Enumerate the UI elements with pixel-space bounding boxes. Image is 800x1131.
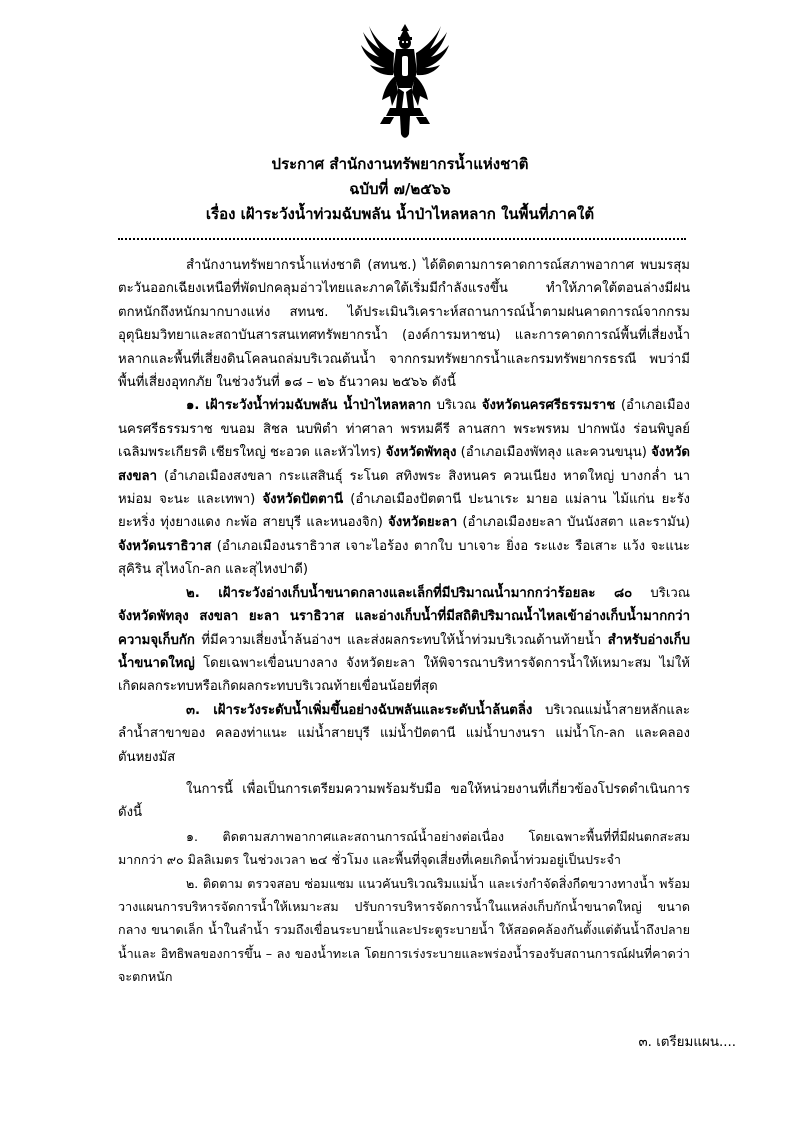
announcement-title: ประกาศ สำนักงานทรัพยากรน้ำแห่งชาติ	[271, 155, 529, 173]
announcement-number: ฉบับที่ ๗/๒๕๖๖	[349, 180, 451, 198]
action-1-paragraph: ๑. ติดตามสภาพอากาศและสถานการณ์น้ำอย่างต่อเนื่อง โดยเฉพาะพื้นที่ที่มีฝนตกสะสมมากกว่า ๙๐ มิลลิเมตร ในช่วงเวลา ๒๔ ชั่วโมง และพื้นที่จุดเสี่ยงที่เคยเกิดน้ำท่วมอยู่เป็นประจำ	[118, 828, 690, 868]
province-yala: จังหวัดยะลา	[388, 515, 458, 531]
item-3-paragraph: ๓. เฝ้าระวังระดับน้ำเพิ่มขึ้นอย่างฉับพลันและระดับน้ำล้นตลิ่ง บริเวณแม่น้ำสายหลักและลำน้ำสาขาของ คลองท่าแนะ แม่น้ำสายบุรี แม่น้ำปัตตานี แม่น้ำบางนรา แม่น้ำโก-ลก และคลองตันหยงมัส	[118, 702, 690, 765]
province-songkhla: จังหวัดสงขลา	[118, 445, 690, 484]
action-intro-paragraph: ในการนี้ เพื่อเป็นการเตรียมความพร้อมรับมือ ขอให้หน่วยงานที่เกี่ยวข้องโปรดดำเนินการ ดังนี้	[118, 781, 690, 821]
province-pattani: จังหวัดปัตตานี	[262, 492, 344, 508]
item-2-title: ๒. เฝ้าระวังอ่างเก็บน้ำขนาดกลางและเล็กที่มีปริมาณน้ำมากกว่าร้อยละ ๘๐	[186, 585, 633, 601]
document-body	[118, 254, 690, 989]
item-1-paragraph: ๑. เฝ้าระวังน้ำท่วมฉับพลัน น้ำป่าไหลหลาก บริเวณ จังหวัดนครศรีธรรมราช (อำเภอเมืองนครศรีธรรมราช ขนอม สิชล นบพิตำ ท่าศาลา พรหมคีรี ลานสกา พระพรหม ปากพนัง ร่อนพิบูลย์ เฉลิมพระเกียรติ เชียรใหญ่ ชะอวด และหัวไทร) จังหวัดพัทลุง (อำเภอเมืองพัทลุง และควนขนุน) จังหวัดสงขลา (อำเภอเมืองสงขลา กระแสสินธุ์ ระโนด สทิงพระ สิงหนคร ควนเนียง หาดใหญ่ บางกล่ำ นาหม่อม จะนะ และเทพา) จังหวัดปัตตานี (อำเภอเมืองปัตตานี ปะนาเระ มายอ แม่ลาน ไม้แก่น ยะรัง ยะหริ่ง ทุ่งยางแดง กะพ้อ สายบุรี และหนองจิก) จังหวัดยะลา (อำเภอเมืองยะลา บันนังสตา และรามัน) จังหวัดนราธิวาส (อำเภอเมืองนราธิวาส เจาะไอร้อง ตากใบ บาเจาะ ยิ่งอ ระแงะ รือเสาะ แว้ง จะแนะ สุคิริน สุไหงโก-ลก และสุไหงปาดี)	[118, 398, 690, 578]
announcement-subject: เรื่อง เฝ้าระวังน้ำท่วมฉับพลัน น้ำป่าไหลหลาก ในพื้นที่ภาคใต้	[205, 205, 595, 223]
item-3-title: ๓. เฝ้าระวังระดับน้ำเพิ่มขึ้นอย่างฉับพลันและระดับน้ำล้นตลิ่ง	[186, 702, 533, 718]
province-phatthalung: จังหวัดพัทลุง	[385, 445, 457, 461]
continuation-note: ๓. เตรียมแผน....	[638, 1035, 736, 1050]
intro-paragraph: สำนักงานทรัพยากรน้ำแห่งชาติ (สทนช.) ได้ติดตามการคาดการณ์สภาพอากาศ พบมรสุมตะวันออกเฉียงเหนือที่พัดปกคลุมอ่าวไทยและภาคใต้เริ่มมีกำลังแรงขึ้น ทำให้ภาคใต้ตอนล่างมีฝนตกหนักถึงหนักมากบางแห่ง สทนช. ได้ประเมินวิเคราะห์สถานการณ์น้ำตามฝนคาดการณ์จากกรมอุตุนิยมวิทยาและสถาบันสารสนเทศทรัพยากรน้ำ (องค์การมหาชน) และการคาดการณ์พื้นที่เสี่ยงน้ำหลากและพื้นที่เสี่ยงดินโคลนถล่มบริเวณต้นน้ำ จากกรมทรัพยากรน้ำและกรมทรัพยากรธรณี พบว่ามีพื้นที่เสี่ยงอุทกภัย ในช่วงวันที่ ๑๘ – ๒๖ ธันวาคม ๒๕๖๖ ดังนี้	[118, 258, 690, 391]
dotted-divider	[118, 238, 686, 240]
action-2-paragraph: ๒. ติดตาม ตรวจสอบ ซ่อมแซม แนวคันบริเวณริมแม่น้ำ และเร่งกำจัดสิ่งกีดขวางทางน้ำ พร้อมวางแผนการบริหารจัดการน้ำให้เหมาะสม ปรับการบริหารจัดการน้ำในแหล่งเก็บกักน้ำขนาดใหญ่ ขนาดกลาง ขนาดเล็ก น้ำในลำน้ำ รวมถึงเขื่อนระบายน้ำและประตูระบายน้ำ ให้สอดคล้องกันตั้งแต่ต้นน้ำถึงปลายน้ำและ อิทธิพลของการขึ้น – ลง ของน้ำทะเล โดยการเร่งระบายและพร่องน้ำรองรับสถานการณ์ฝนที่คาดว่าจะตกหนัก	[118, 875, 690, 985]
item-2-large-reservoir: สำหรับอ่างเก็บน้ำขนาดใหญ่	[118, 632, 690, 671]
item-2-provinces: จังหวัดพัทลุง สงขลา ยะลา นราธิวาส และอ่างเก็บน้ำที่มีสถิติปริมาณน้ำไหลเข้าอ่างเก็บน้ำมากกว่าความจุเก็บกัก	[118, 609, 690, 648]
item-2-paragraph: ๒. เฝ้าระวังอ่างเก็บน้ำขนาดกลางและเล็กที่มีปริมาณน้ำมากกว่าร้อยละ ๘๐ บริเวณ จังหวัดพัทลุง สงขลา ยะลา นราธิวาส และอ่างเก็บน้ำที่มีสถิติปริมาณน้ำไหลเข้าอ่างเก็บน้ำมากกว่าความจุเก็บกัก ที่มีความเสี่ยงน้ำล้นอ่างฯ และส่งผลกระทบให้น้ำท่วมบริเวณด้านท้ายน้ำ สำหรับอ่างเก็บน้ำขนาดใหญ่ โดยเฉพาะเขื่อนบางลาง จังหวัดยะลา ให้พิจารณาบริหารจัดการน้ำให้เหมาะสม ไม่ให้เกิดผลกระทบหรือเกิดผลกระทบบริเวณท้ายเขื่อนน้อยที่สุด	[118, 585, 690, 695]
province-narathiwat: จังหวัดนราธิวาส	[118, 538, 212, 554]
garuda-emblem-icon	[360, 22, 450, 140]
item-1-title: ๑. เฝ้าระวังน้ำท่วมฉับพลัน น้ำป่าไหลหลาก	[186, 398, 432, 414]
province-nakhon-si-thammarat: จังหวัดนครศรีธรรมราช	[481, 398, 616, 414]
document-heading	[0, 152, 800, 227]
